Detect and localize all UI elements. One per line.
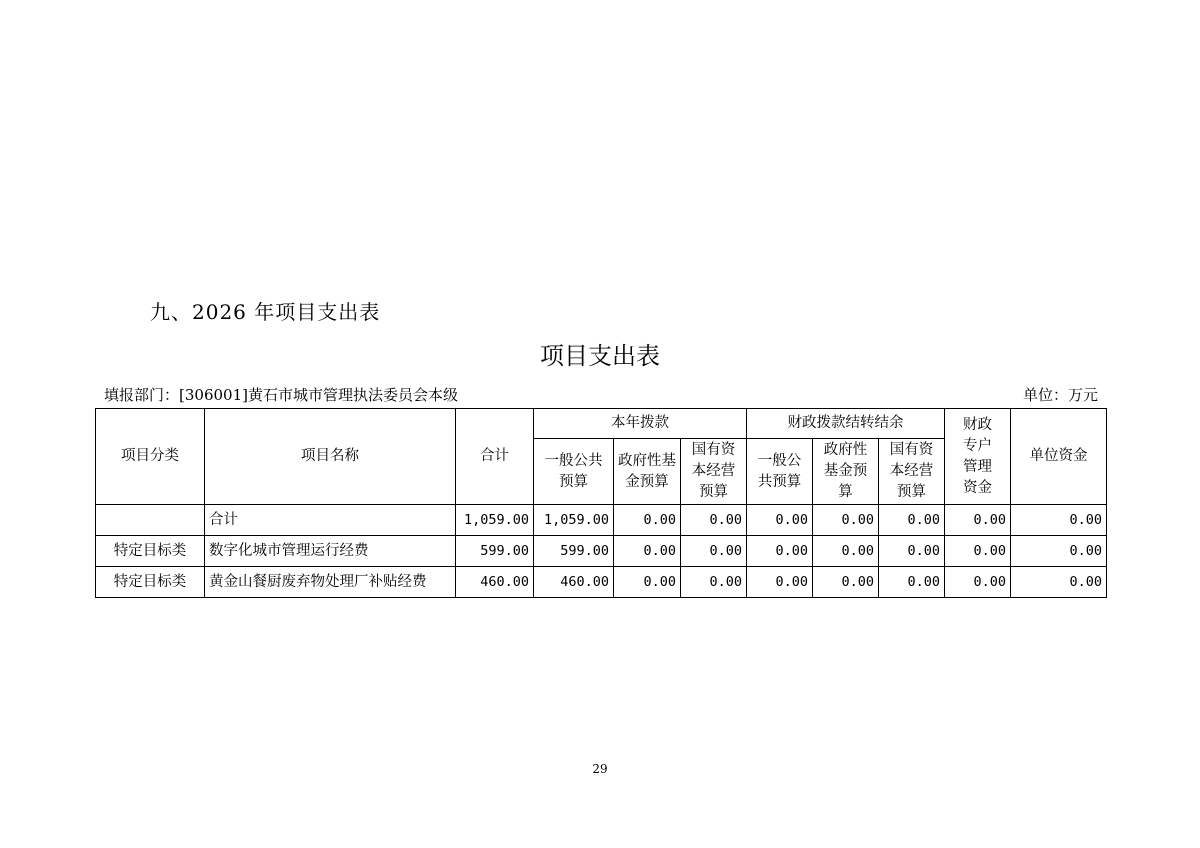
- page-number: 29: [592, 762, 608, 776]
- table-title: 项目支出表: [540, 342, 660, 370]
- table-row: [96, 536, 1107, 567]
- cell-project-name: 数字化城市管理运行经费: [205, 536, 456, 567]
- header-co-state-capital: 国有资本经营预算: [879, 439, 945, 505]
- cell-cy-gov-fund: 0.00: [614, 505, 681, 536]
- header-carryover-group: 财政拨款结转结余: [747, 409, 945, 439]
- project-expenditure-table: [95, 408, 1107, 598]
- header-current-year-group: 本年拨款: [534, 409, 747, 439]
- cell-unit-funds: 0.00: [1011, 505, 1107, 536]
- header-cy-general: 一般公共预算: [534, 439, 614, 505]
- cell-special-account: 0.00: [945, 505, 1011, 536]
- cell-unit-funds: 0.00: [1011, 536, 1107, 567]
- header-special-account: 财政专户管理资金: [945, 409, 1011, 505]
- cell-co-gov-fund: 0.00: [813, 536, 879, 567]
- unit-label: 单位：万元: [1022, 386, 1098, 404]
- table-meta-row: [104, 384, 1098, 404]
- header-row-top: [96, 409, 1107, 439]
- cell-co-gov-fund: 0.00: [813, 505, 879, 536]
- cell-cy-state-capital: 0.00: [681, 505, 747, 536]
- reporting-unit: 填报部门：[306001]黄石市城市管理执法委员会本级: [104, 386, 458, 404]
- header-cy-state-capital: 国有资本经营预算: [681, 439, 747, 505]
- header-unit-funds: 单位资金: [1011, 409, 1107, 505]
- header-category: 项目分类: [96, 409, 205, 505]
- cell-cy-gov-fund: 0.00: [614, 536, 681, 567]
- cell-cy-general: 599.00: [534, 536, 614, 567]
- cell-project-name: 合计: [205, 505, 456, 536]
- cell-category: 特定目标类: [96, 567, 205, 598]
- cell-total: 599.00: [456, 536, 534, 567]
- header-co-gov-fund: 政府性基金预算: [813, 439, 879, 505]
- table-row: [96, 567, 1107, 598]
- cell-co-state-capital: 0.00: [879, 536, 945, 567]
- cell-co-gov-fund: 0.00: [813, 567, 879, 598]
- cell-cy-general: 1,059.00: [534, 505, 614, 536]
- cell-special-account: 0.00: [945, 536, 1011, 567]
- cell-category: [96, 505, 205, 536]
- cell-co-general: 0.00: [747, 536, 813, 567]
- cell-cy-gov-fund: 0.00: [614, 567, 681, 598]
- cell-cy-general: 460.00: [534, 567, 614, 598]
- cell-co-state-capital: 0.00: [879, 567, 945, 598]
- cell-cy-state-capital: 0.00: [681, 567, 747, 598]
- cell-cy-state-capital: 0.00: [681, 536, 747, 567]
- cell-co-general: 0.00: [747, 567, 813, 598]
- cell-total: 460.00: [456, 567, 534, 598]
- table-row: [96, 505, 1107, 536]
- cell-project-name: 黄金山餐厨废弃物处理厂补贴经费: [205, 567, 456, 598]
- cell-special-account: 0.00: [945, 567, 1011, 598]
- header-cy-gov-fund: 政府性基金预算: [614, 439, 681, 505]
- cell-unit-funds: 0.00: [1011, 567, 1107, 598]
- header-co-general: 一般公共预算: [747, 439, 813, 505]
- header-project-name: 项目名称: [205, 409, 456, 505]
- cell-total: 1,059.00: [456, 505, 534, 536]
- cell-co-state-capital: 0.00: [879, 505, 945, 536]
- cell-co-general: 0.00: [747, 505, 813, 536]
- section-heading: 九、2026 年项目支出表: [150, 300, 381, 324]
- header-total: 合计: [456, 409, 534, 505]
- cell-category: 特定目标类: [96, 536, 205, 567]
